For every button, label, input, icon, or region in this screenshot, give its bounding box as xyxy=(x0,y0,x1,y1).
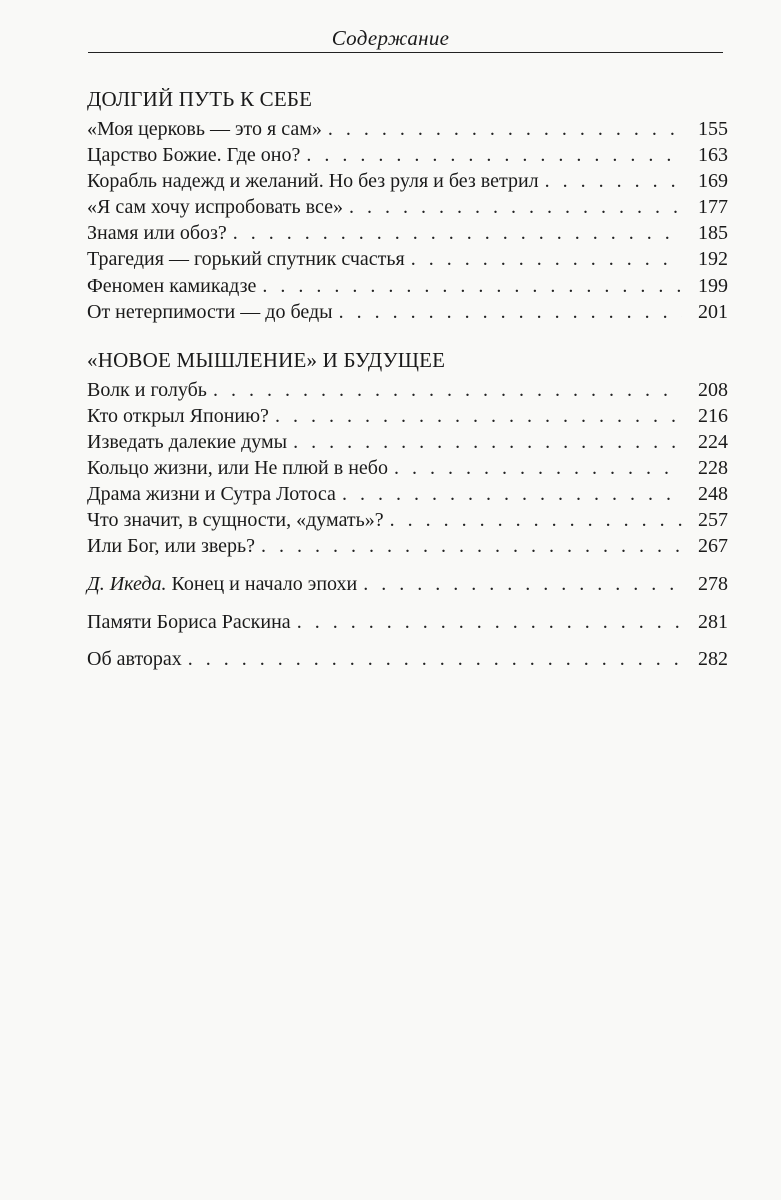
dot-leader xyxy=(349,194,682,220)
entry-title: Памяти Бориса Раскина xyxy=(87,610,291,633)
page-number: 228 xyxy=(698,457,728,480)
toc-entry[interactable] xyxy=(87,429,728,455)
toc-entry[interactable] xyxy=(87,507,728,533)
toc-entry[interactable] xyxy=(87,116,728,142)
dot-leader xyxy=(262,273,682,299)
page-number: 257 xyxy=(698,509,728,532)
dot-leader xyxy=(339,299,682,325)
entry-title: Корабль надежд и желаний. Но без руля и без ветрил xyxy=(87,170,539,193)
dot-leader xyxy=(213,377,682,403)
page-number: 192 xyxy=(698,248,728,271)
page-number: 278 xyxy=(698,573,728,596)
entry-title: Что значит, в сущности, «думать»? xyxy=(87,509,384,532)
toc-entry-about-authors[interactable] xyxy=(87,646,728,672)
dot-leader xyxy=(390,507,682,533)
dot-leader xyxy=(363,571,682,597)
entry-title: Трагедия — горький спутник счастья xyxy=(87,248,405,271)
toc-entry-afterword[interactable] xyxy=(87,571,728,597)
dot-leader xyxy=(328,116,682,142)
entry-title xyxy=(87,571,357,597)
entry-title: Кто открыл Японию? xyxy=(87,404,269,427)
entry-title-text: Конец и начало эпохи xyxy=(166,573,358,596)
toc-entry[interactable] xyxy=(87,220,728,246)
running-head: Содержание xyxy=(331,26,450,50)
dot-leader xyxy=(233,220,682,246)
dot-leader xyxy=(293,429,682,455)
toc-entry-memorial[interactable] xyxy=(87,609,728,635)
dot-leader xyxy=(188,646,682,672)
page-number: 163 xyxy=(698,144,728,167)
toc-entry[interactable] xyxy=(87,533,728,559)
entry-title: Царство Божие. Где оно? xyxy=(87,144,301,167)
table-of-contents xyxy=(87,86,728,672)
dot-leader xyxy=(411,246,682,272)
toc-entry[interactable] xyxy=(87,142,728,168)
dot-leader xyxy=(306,142,682,168)
entry-title: Драма жизни и Сутра Лотоса xyxy=(87,483,336,506)
entry-title: «Моя церковь — это я сам» xyxy=(87,118,322,140)
page-number: 177 xyxy=(698,196,728,219)
page-number: 155 xyxy=(698,118,728,140)
page-number: 199 xyxy=(698,274,728,297)
dot-leader xyxy=(275,403,682,429)
toc-entry[interactable] xyxy=(87,377,728,403)
entry-title: Феномен камикадзе xyxy=(87,274,257,297)
page-number: 224 xyxy=(698,430,728,453)
page-number: 282 xyxy=(698,647,728,670)
section-title-1: ДОЛГИЙ ПУТЬ К СЕБЕ xyxy=(87,87,313,111)
page-number: 216 xyxy=(698,404,728,427)
entry-title: Изведать далекие думы xyxy=(87,430,288,453)
header-rule xyxy=(88,52,723,53)
page-number: 185 xyxy=(698,222,728,245)
toc-entry[interactable] xyxy=(87,403,728,429)
toc-entry[interactable] xyxy=(87,168,728,194)
page-number: 248 xyxy=(698,483,728,506)
page-number: 267 xyxy=(698,535,728,558)
toc-entry[interactable] xyxy=(87,246,728,272)
entry-title: От нетерпимости — до беды xyxy=(87,300,333,323)
dot-leader xyxy=(394,455,682,481)
toc-entry[interactable] xyxy=(87,194,728,220)
page-number: 201 xyxy=(698,300,728,323)
page-number: 281 xyxy=(698,610,728,633)
section-title-2: «НОВОЕ МЫШЛЕНИЕ» И БУДУЩЕЕ xyxy=(87,347,446,372)
page-number: 169 xyxy=(698,170,728,193)
dot-leader xyxy=(261,533,682,559)
toc-entry[interactable] xyxy=(87,481,728,507)
entry-title: Волк и голубь xyxy=(87,378,207,401)
toc-entry[interactable] xyxy=(87,455,728,481)
toc-entry[interactable] xyxy=(87,299,728,325)
dot-leader xyxy=(297,609,682,635)
entry-author: Д. Икеда. xyxy=(87,573,167,596)
entry-title: Знамя или обоз? xyxy=(87,222,227,245)
entry-title: Или Бог, или зверь? xyxy=(87,535,256,558)
entry-title: «Я сам хочу испробовать все» xyxy=(87,196,343,219)
toc-entry[interactable] xyxy=(87,273,728,299)
entry-title: Кольцо жизни, или Не плюй в небо xyxy=(87,457,388,480)
dot-leader xyxy=(545,168,682,194)
entry-title: Об авторах xyxy=(87,647,182,670)
page-number: 208 xyxy=(698,378,728,401)
dot-leader xyxy=(342,481,682,507)
